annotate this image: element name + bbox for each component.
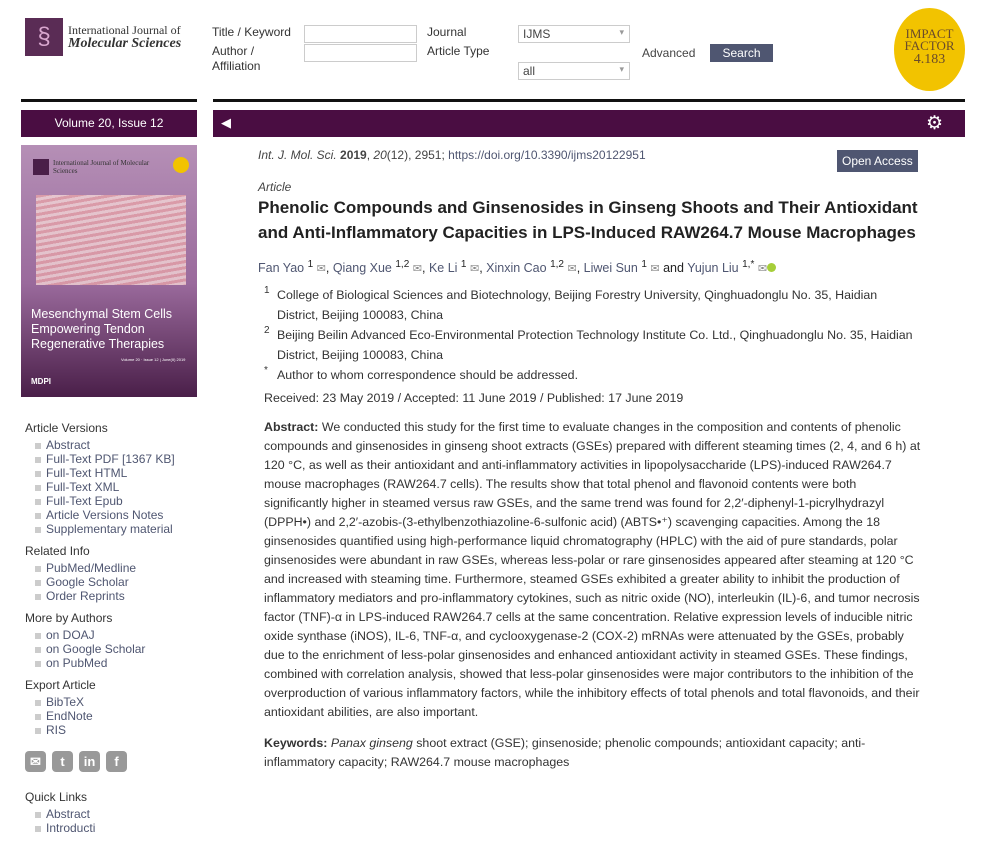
email-icon[interactable]: ✉ <box>650 263 660 276</box>
sidebar-rule <box>21 99 197 102</box>
article-type-select[interactable]: all ▾ <box>518 62 630 80</box>
doi-link[interactable]: https://doi.org/10.3390/ijms20122951 <box>448 148 646 162</box>
orcid-icon[interactable] <box>767 263 776 272</box>
keywords-text: shoot extract (GSE); ginsenoside; phenolic compounds; antioxidant capacity; anti-inflammatory capacity; RAW264.7 mouse macrophages <box>264 736 866 770</box>
email-icon[interactable]: ✉ <box>412 263 422 276</box>
email-icon[interactable]: ✉ <box>567 263 577 276</box>
linkedin-icon[interactable]: in <box>79 751 100 772</box>
impact-factor-badge[interactable] <box>894 8 965 91</box>
author-affiliation-label: Author / Affiliation <box>212 44 261 73</box>
author-affiliation-sup: 1 <box>641 259 647 270</box>
sidebar-link[interactable]: Google Scholar <box>25 575 200 589</box>
gear-icon[interactable]: ⚙ <box>925 113 943 134</box>
sidebar-link[interactable]: Article Versions Notes <box>25 508 200 522</box>
abstract-text: We conducted this study for the first time to evaluate changes in the composition and contents of phenolic compounds and ginsenosides in ginseng shoot extracts (GSEs) prepared with different steaming times (2, 4, and 6 h) at 120 °C, as well as their antioxidant and anti-inflammatory activities in lipopolysaccharide (LPS)-induced RAW264.7 mouse macrophages (RAW264.7 cells). The results show that total phenol and flavonoid contents were both significantly higher in steamed versus raw GSEs, and the same trend was found for 2,2′-diphenyl-1-picrylhydrazyl (DPPH•) and 2,2′-azobis-(3-ethylbenzothiazoline-6-sulfonic acid) (ABTS•⁺) scavenging capacities. Among the 18 ginsenosides quantified using high-performance liquid chromatography (HPLC) with the aid of pure standards, polar ginsenosides were abundant in raw GSEs, whereas less-polar or rare ginsenosides appeared after steaming at 120 °C and increased with steaming time. Furthermore, steamed GSEs exhibited a greater ability to inhibit the production of inflammatory mediators and pro-inflammatory cytokines, such as nitric oxide (NO), interleukin (IL)-6, and tumor necrosis factor (TNF)-α in LPS-induced RAW264.7 cells at the same concentration. Relative expression levels of inducible nitric oxide synthase (iNOS), IL-6, TNF-α, and cyclooxygenase-2 (COX-2) mRNAs were attenuated by the GSEs, probably due to the enrichment of less-polar ginsenosides and enhanced antioxidant activity in steamed GSEs. These findings, combined with correlation analysis, showed that less-polar ginsenosides were major contributors to the inhibition of the overproduction of various inflammatory factors, while the inhibitory effects of total phenols and total flavonoids, and their antioxidant abilities, are also important. <box>264 420 921 720</box>
email-icon[interactable]: ✉ <box>757 263 768 276</box>
open-access-badge[interactable]: Open Access <box>837 150 918 172</box>
sidebar-link[interactable]: on PubMed <box>25 656 200 670</box>
sidebar-link[interactable]: Full-Text PDF [1367 KB] <box>25 452 200 466</box>
journal-cover-image[interactable] <box>21 145 197 397</box>
logo-line2: Molecular Sciences <box>68 36 182 51</box>
sidebar-link[interactable]: BibTeX <box>25 695 200 709</box>
dna-logo-icon: § <box>25 18 63 56</box>
advanced-search-link[interactable]: Advanced <box>642 46 696 60</box>
abstract <box>264 418 921 722</box>
cover-journal: International Journal of Molecular Sciences <box>53 159 150 175</box>
volume-issue-link[interactable]: Volume 20, Issue 12 <box>21 110 197 137</box>
keywords-label: Keywords: <box>264 736 328 751</box>
facebook-icon[interactable]: f <box>106 751 127 772</box>
social-share <box>25 751 200 772</box>
email-icon[interactable]: ✉ <box>25 751 46 772</box>
sidebar-link[interactable]: on DOAJ <box>25 628 200 642</box>
abstract-label: Abstract: <box>264 420 319 435</box>
title-keyword-input[interactable] <box>304 25 417 43</box>
impact-line2: FACTOR <box>904 38 955 53</box>
sidebar-heading: Export Article <box>25 678 96 692</box>
author-affiliation-input[interactable] <box>304 44 417 62</box>
sidebar-link[interactable]: Full-Text XML <box>25 480 200 494</box>
sidebar-link[interactable]: Supplementary material <box>25 522 200 536</box>
author-affiliation-sup: 1,* <box>742 259 755 270</box>
author-affiliation-sup: 1,2 <box>550 259 564 270</box>
affiliation-number: 1 <box>264 285 270 297</box>
impact-line1: IMPACT <box>905 26 954 41</box>
sidebar-link[interactable]: Order Reprints <box>25 589 200 603</box>
quick-link[interactable]: Abstract <box>25 807 200 821</box>
article-toolbar <box>213 110 965 137</box>
article-type: Article <box>258 180 292 194</box>
sidebar-link[interactable]: EndNote <box>25 709 200 723</box>
year: 2019 <box>340 148 367 162</box>
sidebar-heading: Article Versions <box>25 421 108 435</box>
quick-link[interactable]: Introducti <box>25 821 200 835</box>
author-link[interactable]: Fan Yao <box>258 261 305 276</box>
affiliation-text: College of Biological Sciences and Biotechnology, Beijing Forestry University, Qinghuadonglu No. 35, Haidian District, Beijing 100083, China <box>277 288 878 323</box>
title-keyword-label: Title / Keyword <box>212 25 291 39</box>
affiliation <box>264 365 920 385</box>
author-affiliation-sup: 1 <box>460 259 467 270</box>
affiliation-number: * <box>264 365 268 377</box>
author-link[interactable]: Qiang Xue <box>332 261 392 276</box>
author-link[interactable]: Yujun Liu <box>687 261 739 276</box>
affiliation <box>264 325 920 365</box>
keywords <box>264 734 921 772</box>
main-rule <box>213 99 965 102</box>
logo-line1: International Journal of <box>68 23 181 37</box>
volume: 20 <box>373 148 387 162</box>
quick-links-heading: Quick Links <box>25 790 88 804</box>
citation: Int. J. Mol. Sci. 2019, 20(12), 2951; https://doi.org/10.3390/ijms20122951 <box>258 148 646 162</box>
sidebar-link[interactable]: PubMed/Medline <box>25 561 200 575</box>
affiliation-text: Beijing Beilin Advanced Eco-Environmental Protection Technology Institute Co. Ltd., Qinghuadonglu No. 35, Haidian District, Beijing 100083, China <box>277 328 913 363</box>
sidebar-heading: Related Info <box>25 544 90 558</box>
sidebar-link[interactable]: Full-Text Epub <box>25 494 200 508</box>
affiliation-text: Author to whom correspondence should be addressed. <box>277 368 579 383</box>
cover-title: Mesenchymal Stem Cells Empowering Tendon Regenerative Therapies <box>31 307 173 351</box>
issue-number: (12), 2951; <box>386 148 449 162</box>
collapse-left-icon[interactable]: ◀ <box>221 115 231 130</box>
affiliation <box>264 285 920 325</box>
author-affiliation-sup: 1 <box>307 259 314 270</box>
journal-logo[interactable] <box>25 18 181 56</box>
cover-issue: Volume 20 · Issue 12 | June(II) 2019 <box>121 357 186 362</box>
sidebar-link[interactable]: on Google Scholar <box>25 642 200 656</box>
sidebar-link[interactable]: Full-Text HTML <box>25 466 200 480</box>
cover-publisher: MDPI <box>31 377 51 386</box>
and-text: and <box>663 261 684 276</box>
sidebar-link[interactable]: RIS <box>25 723 200 737</box>
cover-logo-icon <box>33 159 49 175</box>
journal-label: Journal <box>427 25 467 39</box>
email-icon[interactable]: ✉ <box>469 263 480 276</box>
sidebar-link[interactable]: Abstract <box>25 438 200 452</box>
author-link[interactable]: Ke Li <box>428 261 458 276</box>
author-link[interactable]: Xinxin Cao <box>486 261 547 276</box>
cover-impact-icon <box>173 157 189 173</box>
sidebar-nav <box>25 413 200 835</box>
sidebar-heading: More by Authors <box>25 611 113 625</box>
twitter-icon[interactable]: t <box>52 751 73 772</box>
keywords-italic: Panax ginseng <box>330 736 413 751</box>
journal-abbr: Int. J. Mol. Sci. <box>258 148 337 162</box>
search-button[interactable]: Search <box>710 44 773 62</box>
author-link[interactable]: Liwei Sun <box>583 261 638 276</box>
impact-value: 4.183 <box>913 52 946 67</box>
article-main <box>258 148 920 772</box>
journal-select[interactable]: IJMS ▾ <box>518 25 630 43</box>
publication-dates: Received: 23 May 2019 / Accepted: 11 June 2019 / Published: 17 June 2019 <box>264 391 684 406</box>
article-title: Phenolic Compounds and Ginsenosides in Ginseng Shoots and Their Antioxidant and Anti-Inflammatory Capacities in LPS-Induced RAW264.7 Mouse Macrophages <box>258 198 918 242</box>
author-list: Fan Yao $^1$ ✉, Qiang Xue $^{1,2}$ ✉, Ke Li $^1$ ✉, Xinxin Cao $^{1,2}$ ✉, Liwei Sun $^1$ ✉ and Yujun Liu $^{1,*}$ ✉ <box>258 259 920 275</box>
author-affiliation-sup: 1,2 <box>395 259 410 270</box>
cover-illustration <box>36 195 186 285</box>
email-icon[interactable]: ✉ <box>316 263 326 276</box>
affiliations <box>264 285 920 385</box>
article-type-label: Article Type <box>427 44 490 58</box>
affiliation-number: 2 <box>264 325 270 337</box>
